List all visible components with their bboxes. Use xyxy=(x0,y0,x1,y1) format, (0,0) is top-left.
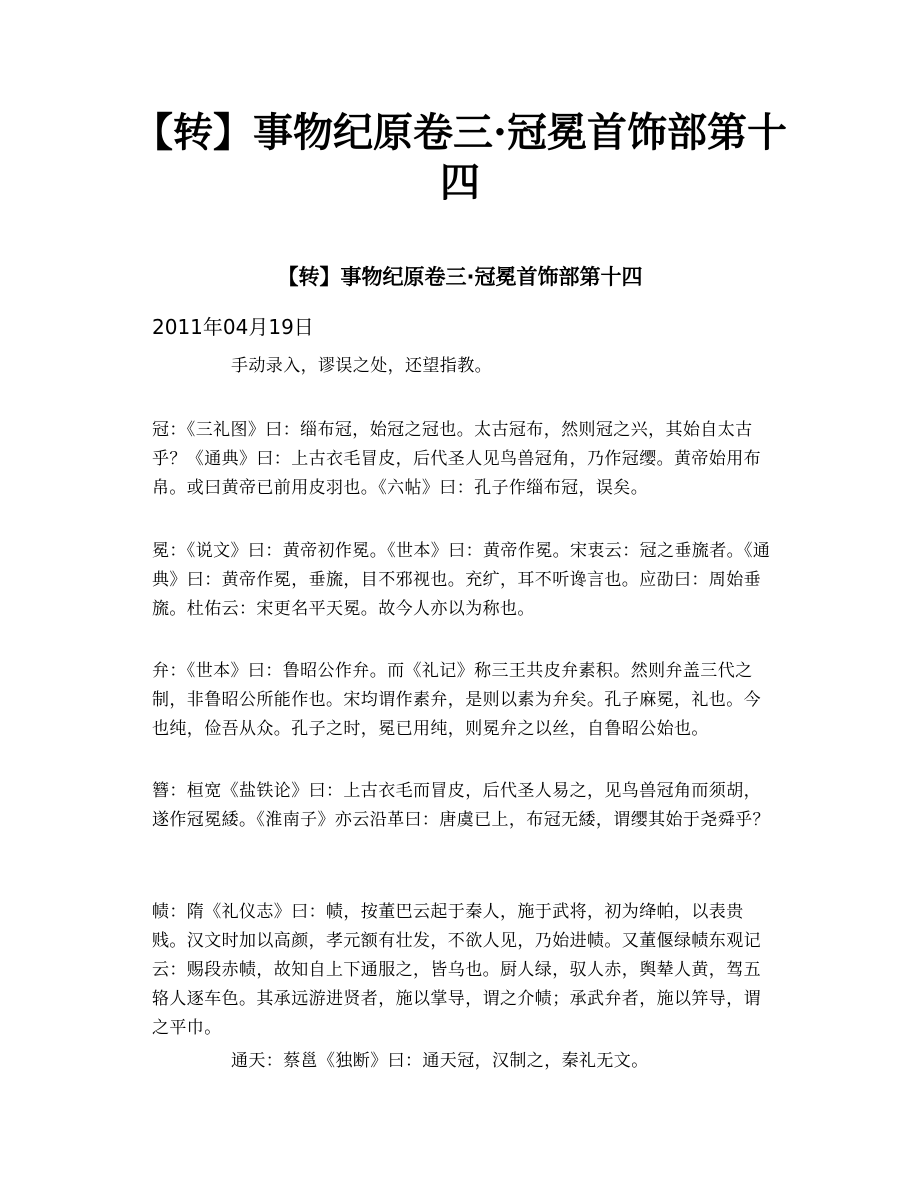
closing-line: 通天：蔡邕《独断》曰：通天冠，汉制之，秦礼无文。 xyxy=(231,1051,649,1071)
paragraph-guan: 冠：《三礼图》曰：缁布冠，始冠之冠也。太古冠布，然则冠之兴，其始自太古乎？《通典》曰：上古衣毛冒皮，后代圣人见鸟兽冠角，乃作冠缨。黄帝始用布帛。或曰黄帝已前用皮羽也。《六帖》曰：孔子作缁布冠，误矣。 xyxy=(152,420,761,498)
paragraph-bian: 弁：《世本》曰：鲁昭公作弁。而《礼记》称三王共皮弁素积。然则弁盖三代之制，非鲁昭公所能作也。宋均谓作素弁，是则以素为弁矣。孔子麻冕，礼也。今也纯，俭吾从众。孔子之时，冕已用纯，则冕弁之以丝，自鲁昭公始也。 xyxy=(152,661,761,739)
document-subtitle: 【转】事物纪原卷三·冠冕首饰部第十四 xyxy=(277,265,643,289)
paragraph-mian: 冕：《说文》曰：黄帝初作冕。《世本》曰：黄帝作冕。宋衷云：冠之垂旒者。《通典》曰：黄帝作冕，垂旒，目不邪视也。充纩，耳不听谗言也。应劭曰：周始垂旒。杜佑云：宋更名平天冕。故今人亦以为称也。 xyxy=(152,541,771,619)
paragraph-ze: 帻：隋《礼仪志》曰：帻，按董巴云起于秦人，施于武将，初为绛帕，以表贵贱。汉文时加以高颜，孝元额有壮发，不欲人见，乃始进帻。又董偃绿帻东观记云：赐段赤帻，故知自上下通服之，皆乌也。厨人绿，驭人赤，舆辇人黄，驾五辂人逐车色。其承远游进贤者，施以掌导，谓之介帻；承武弁者，施以笄导，谓之平巾。 xyxy=(152,902,761,1038)
post-date: 2011年04月19日 xyxy=(152,315,314,339)
paragraph-zan: 簪：桓宽《盐铁论》曰：上古衣毛而冒皮，后代圣人易之，见鸟兽冠角而须胡，遂作冠冕緌。《淮南子》亦云沿革曰：唐虞已上，布冠无緌，谓缨其始于尧舜乎？ xyxy=(152,781,770,830)
document-title: 【转】事物纪原卷三·冠冕首饰部第十四 xyxy=(133,109,787,206)
intro-note: 手动录入，谬误之处，还望指教。 xyxy=(231,356,492,376)
